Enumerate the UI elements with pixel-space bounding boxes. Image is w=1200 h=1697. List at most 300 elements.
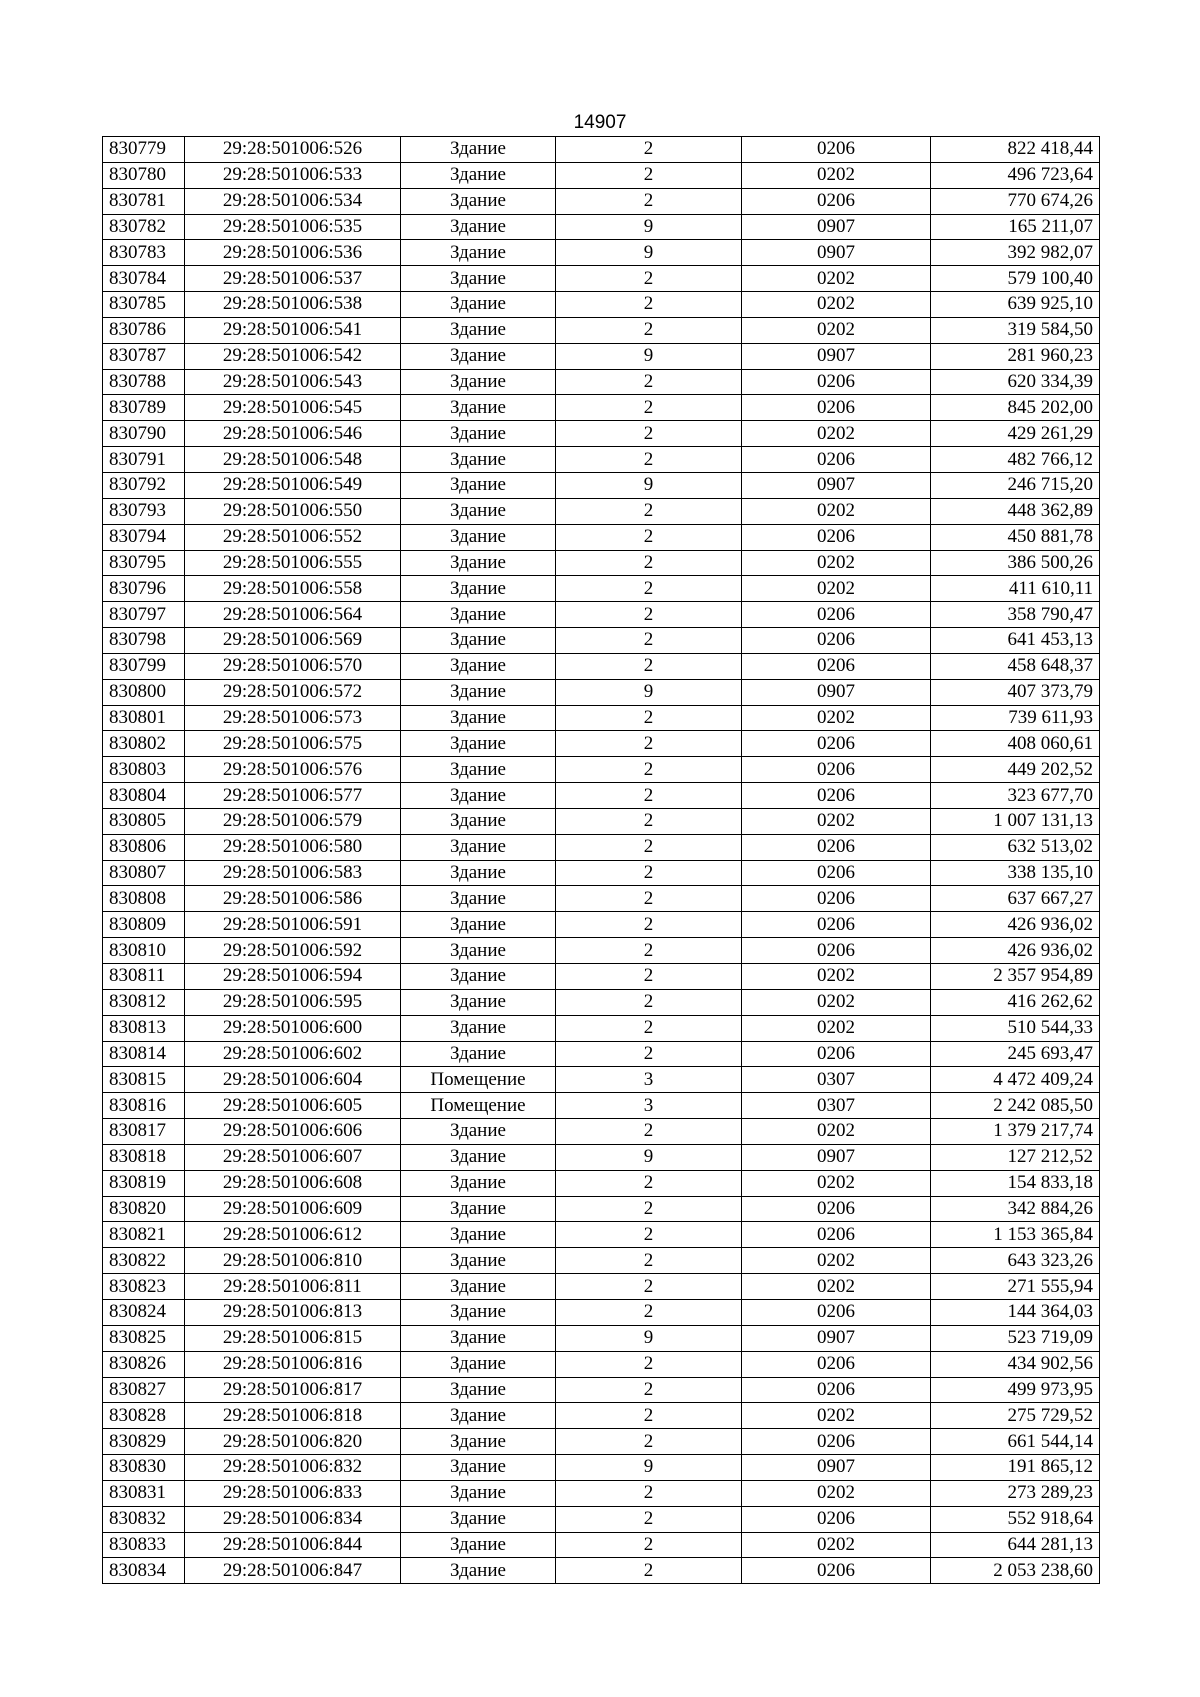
table-row xyxy=(103,1067,1100,1093)
group-cell: 2 xyxy=(556,369,742,395)
table-row xyxy=(103,1196,1100,1222)
table-row xyxy=(103,783,1100,809)
cadastral-value-cell: 2 242 085,50 xyxy=(931,1093,1100,1119)
subgroup-code-cell: 0202 xyxy=(742,266,931,292)
cadastral-value-cell: 426 936,02 xyxy=(931,938,1100,964)
group-cell: 2 xyxy=(556,1403,742,1429)
row-number-cell: 830820 xyxy=(103,1196,185,1222)
table-row xyxy=(103,1248,1100,1274)
row-number-cell: 830810 xyxy=(103,938,185,964)
table-row xyxy=(103,1480,1100,1506)
table-row xyxy=(103,1325,1100,1351)
table-row xyxy=(103,1015,1100,1041)
row-number-cell: 830803 xyxy=(103,757,185,783)
cadastral-value-cell: 552 918,64 xyxy=(931,1506,1100,1532)
table-row xyxy=(103,1403,1100,1429)
row-number-cell: 830787 xyxy=(103,343,185,369)
group-cell: 2 xyxy=(556,1377,742,1403)
object-type-cell: Здание xyxy=(401,1299,556,1325)
cadastral-number-cell: 29:28:501006:833 xyxy=(185,1480,401,1506)
group-cell: 2 xyxy=(556,266,742,292)
group-cell: 2 xyxy=(556,188,742,214)
subgroup-code-cell: 0206 xyxy=(742,137,931,163)
cadastral-number-cell: 29:28:501006:577 xyxy=(185,783,401,809)
cadastral-value-cell: 632 513,02 xyxy=(931,834,1100,860)
row-number-cell: 830832 xyxy=(103,1506,185,1532)
subgroup-code-cell: 0202 xyxy=(742,576,931,602)
row-number-cell: 830814 xyxy=(103,1041,185,1067)
subgroup-code-cell: 0206 xyxy=(742,1429,931,1455)
subgroup-code-cell: 0907 xyxy=(742,472,931,498)
table-row xyxy=(103,731,1100,757)
subgroup-code-cell: 0202 xyxy=(742,1170,931,1196)
subgroup-code-cell: 0907 xyxy=(742,1325,931,1351)
subgroup-code-cell: 0206 xyxy=(742,369,931,395)
row-number-cell: 830827 xyxy=(103,1377,185,1403)
subgroup-code-cell: 0206 xyxy=(742,1506,931,1532)
subgroup-code-cell: 0206 xyxy=(742,524,931,550)
object-type-cell: Здание xyxy=(401,808,556,834)
table-row xyxy=(103,653,1100,679)
cadastral-number-cell: 29:28:501006:537 xyxy=(185,266,401,292)
row-number-cell: 830784 xyxy=(103,266,185,292)
subgroup-code-cell: 0206 xyxy=(742,938,931,964)
cadastral-number-cell: 29:28:501006:605 xyxy=(185,1093,401,1119)
subgroup-code-cell: 0202 xyxy=(742,421,931,447)
subgroup-code-cell: 0206 xyxy=(742,653,931,679)
row-number-cell: 830813 xyxy=(103,1015,185,1041)
row-number-cell: 830829 xyxy=(103,1429,185,1455)
table-row xyxy=(103,317,1100,343)
cadastral-value-cell: 191 865,12 xyxy=(931,1455,1100,1481)
group-cell: 2 xyxy=(556,421,742,447)
row-number-cell: 830783 xyxy=(103,240,185,266)
cadastral-number-cell: 29:28:501006:606 xyxy=(185,1119,401,1145)
table-row xyxy=(103,188,1100,214)
subgroup-code-cell: 0206 xyxy=(742,1299,931,1325)
object-type-cell: Здание xyxy=(401,912,556,938)
table-row xyxy=(103,240,1100,266)
object-type-cell: Здание xyxy=(401,860,556,886)
object-type-cell: Помещение xyxy=(401,1093,556,1119)
row-number-cell: 830799 xyxy=(103,653,185,679)
object-type-cell: Здание xyxy=(401,1351,556,1377)
object-type-cell: Здание xyxy=(401,989,556,1015)
cadastral-number-cell: 29:28:501006:594 xyxy=(185,964,401,990)
row-number-cell: 830822 xyxy=(103,1248,185,1274)
object-type-cell: Помещение xyxy=(401,1067,556,1093)
cadastral-number-cell: 29:28:501006:535 xyxy=(185,214,401,240)
row-number-cell: 830794 xyxy=(103,524,185,550)
cadastral-value-cell: 641 453,13 xyxy=(931,628,1100,654)
cadastral-value-cell: 620 334,39 xyxy=(931,369,1100,395)
table-row xyxy=(103,1558,1100,1584)
cadastral-number-cell: 29:28:501006:548 xyxy=(185,447,401,473)
row-number-cell: 830786 xyxy=(103,317,185,343)
group-cell: 9 xyxy=(556,214,742,240)
table-row xyxy=(103,757,1100,783)
cadastral-number-cell: 29:28:501006:533 xyxy=(185,162,401,188)
subgroup-code-cell: 0907 xyxy=(742,240,931,266)
group-cell: 9 xyxy=(556,679,742,705)
cadastral-value-cell: 386 500,26 xyxy=(931,550,1100,576)
table-row xyxy=(103,886,1100,912)
group-cell: 2 xyxy=(556,938,742,964)
cadastral-number-cell: 29:28:501006:604 xyxy=(185,1067,401,1093)
cadastral-value-cell: 338 135,10 xyxy=(931,860,1100,886)
cadastral-number-cell: 29:28:501006:526 xyxy=(185,137,401,163)
table-row xyxy=(103,1532,1100,1558)
cadastral-value-cell: 482 766,12 xyxy=(931,447,1100,473)
object-type-cell: Здание xyxy=(401,292,556,318)
subgroup-code-cell: 0202 xyxy=(742,808,931,834)
cadastral-value-cell: 643 323,26 xyxy=(931,1248,1100,1274)
table-row xyxy=(103,214,1100,240)
group-cell: 2 xyxy=(556,1248,742,1274)
subgroup-code-cell: 0206 xyxy=(742,1377,931,1403)
cadastral-value-cell: 407 373,79 xyxy=(931,679,1100,705)
subgroup-code-cell: 0206 xyxy=(742,757,931,783)
subgroup-code-cell: 0206 xyxy=(742,912,931,938)
group-cell: 2 xyxy=(556,137,742,163)
object-type-cell: Здание xyxy=(401,1532,556,1558)
cadastral-value-cell: 523 719,09 xyxy=(931,1325,1100,1351)
cadastral-value-cell: 770 674,26 xyxy=(931,188,1100,214)
subgroup-code-cell: 0307 xyxy=(742,1067,931,1093)
table-row xyxy=(103,989,1100,1015)
group-cell: 2 xyxy=(556,317,742,343)
table-row xyxy=(103,137,1100,163)
table-row xyxy=(103,860,1100,886)
object-type-cell: Здание xyxy=(401,369,556,395)
group-cell: 2 xyxy=(556,1532,742,1558)
subgroup-code-cell: 0202 xyxy=(742,1274,931,1300)
cadastral-value-cell: 1 379 217,74 xyxy=(931,1119,1100,1145)
object-type-cell: Здание xyxy=(401,188,556,214)
row-number-cell: 830789 xyxy=(103,395,185,421)
cadastral-value-cell: 458 648,37 xyxy=(931,653,1100,679)
cadastral-value-cell: 449 202,52 xyxy=(931,757,1100,783)
cadastral-number-cell: 29:28:501006:572 xyxy=(185,679,401,705)
cadastral-number-cell: 29:28:501006:811 xyxy=(185,1274,401,1300)
cadastral-number-cell: 29:28:501006:818 xyxy=(185,1403,401,1429)
cadastral-number-cell: 29:28:501006:813 xyxy=(185,1299,401,1325)
row-number-cell: 830793 xyxy=(103,498,185,524)
cadastral-value-cell: 496 723,64 xyxy=(931,162,1100,188)
object-type-cell: Здание xyxy=(401,550,556,576)
row-number-cell: 830817 xyxy=(103,1119,185,1145)
group-cell: 2 xyxy=(556,731,742,757)
group-cell: 2 xyxy=(556,447,742,473)
table-row xyxy=(103,1351,1100,1377)
cadastral-number-cell: 29:28:501006:558 xyxy=(185,576,401,602)
table-row xyxy=(103,1455,1100,1481)
cadastral-value-cell: 429 261,29 xyxy=(931,421,1100,447)
row-number-cell: 830779 xyxy=(103,137,185,163)
object-type-cell: Здание xyxy=(401,1325,556,1351)
group-cell: 2 xyxy=(556,292,742,318)
row-number-cell: 830833 xyxy=(103,1532,185,1558)
table-row xyxy=(103,447,1100,473)
subgroup-code-cell: 0202 xyxy=(742,705,931,731)
object-type-cell: Здание xyxy=(401,1480,556,1506)
table-row xyxy=(103,369,1100,395)
table-row xyxy=(103,679,1100,705)
group-cell: 2 xyxy=(556,783,742,809)
cadastral-number-cell: 29:28:501006:542 xyxy=(185,343,401,369)
group-cell: 2 xyxy=(556,524,742,550)
subgroup-code-cell: 0202 xyxy=(742,964,931,990)
row-number-cell: 830831 xyxy=(103,1480,185,1506)
page-number: 14907 xyxy=(573,112,627,133)
table-row xyxy=(103,1144,1100,1170)
cadastral-number-cell: 29:28:501006:579 xyxy=(185,808,401,834)
object-type-cell: Здание xyxy=(401,266,556,292)
cadastral-number-cell: 29:28:501006:580 xyxy=(185,834,401,860)
group-cell: 2 xyxy=(556,1351,742,1377)
cadastral-number-cell: 29:28:501006:847 xyxy=(185,1558,401,1584)
cadastral-number-cell: 29:28:501006:545 xyxy=(185,395,401,421)
group-cell: 2 xyxy=(556,834,742,860)
cadastral-value-cell: 273 289,23 xyxy=(931,1480,1100,1506)
row-number-cell: 830809 xyxy=(103,912,185,938)
row-number-cell: 830830 xyxy=(103,1455,185,1481)
group-cell: 2 xyxy=(556,1196,742,1222)
cadastral-number-cell: 29:28:501006:834 xyxy=(185,1506,401,1532)
subgroup-code-cell: 0202 xyxy=(742,498,931,524)
subgroup-code-cell: 0206 xyxy=(742,860,931,886)
object-type-cell: Здание xyxy=(401,1041,556,1067)
row-number-cell: 830806 xyxy=(103,834,185,860)
table-row xyxy=(103,964,1100,990)
row-number-cell: 830834 xyxy=(103,1558,185,1584)
group-cell: 3 xyxy=(556,1093,742,1119)
subgroup-code-cell: 0202 xyxy=(742,162,931,188)
table-row xyxy=(103,834,1100,860)
object-type-cell: Здание xyxy=(401,498,556,524)
table-row xyxy=(103,1506,1100,1532)
object-type-cell: Здание xyxy=(401,628,556,654)
cadastral-value-cell: 1 007 131,13 xyxy=(931,808,1100,834)
cadastral-number-cell: 29:28:501006:538 xyxy=(185,292,401,318)
table-row xyxy=(103,395,1100,421)
group-cell: 2 xyxy=(556,757,742,783)
object-type-cell: Здание xyxy=(401,1248,556,1274)
object-type-cell: Здание xyxy=(401,653,556,679)
object-type-cell: Здание xyxy=(401,1429,556,1455)
cadastral-number-cell: 29:28:501006:817 xyxy=(185,1377,401,1403)
cadastral-number-cell: 29:28:501006:607 xyxy=(185,1144,401,1170)
row-number-cell: 830821 xyxy=(103,1222,185,1248)
object-type-cell: Здание xyxy=(401,472,556,498)
subgroup-code-cell: 0202 xyxy=(742,1248,931,1274)
group-cell: 2 xyxy=(556,1170,742,1196)
row-number-cell: 830812 xyxy=(103,989,185,1015)
row-number-cell: 830807 xyxy=(103,860,185,886)
cadastral-number-cell: 29:28:501006:555 xyxy=(185,550,401,576)
group-cell: 2 xyxy=(556,550,742,576)
table-body xyxy=(103,137,1100,1584)
table-row xyxy=(103,498,1100,524)
table-row xyxy=(103,1170,1100,1196)
object-type-cell: Здание xyxy=(401,343,556,369)
cadastral-value-cell: 426 936,02 xyxy=(931,912,1100,938)
cadastral-value-cell: 661 544,14 xyxy=(931,1429,1100,1455)
table-row xyxy=(103,1041,1100,1067)
object-type-cell: Здание xyxy=(401,1222,556,1248)
cadastral-number-cell: 29:28:501006:586 xyxy=(185,886,401,912)
row-number-cell: 830816 xyxy=(103,1093,185,1119)
table-row xyxy=(103,912,1100,938)
object-type-cell: Здание xyxy=(401,214,556,240)
row-number-cell: 830781 xyxy=(103,188,185,214)
object-type-cell: Здание xyxy=(401,1196,556,1222)
subgroup-code-cell: 0206 xyxy=(742,628,931,654)
cadastral-number-cell: 29:28:501006:595 xyxy=(185,989,401,1015)
group-cell: 2 xyxy=(556,1429,742,1455)
group-cell: 2 xyxy=(556,1558,742,1584)
object-type-cell: Здание xyxy=(401,886,556,912)
object-type-cell: Здание xyxy=(401,731,556,757)
group-cell: 2 xyxy=(556,912,742,938)
cadastral-value-cell: 392 982,07 xyxy=(931,240,1100,266)
table-row xyxy=(103,162,1100,188)
row-number-cell: 830791 xyxy=(103,447,185,473)
group-cell: 2 xyxy=(556,576,742,602)
row-number-cell: 830780 xyxy=(103,162,185,188)
subgroup-code-cell: 0206 xyxy=(742,1351,931,1377)
row-number-cell: 830808 xyxy=(103,886,185,912)
row-number-cell: 830797 xyxy=(103,602,185,628)
group-cell: 2 xyxy=(556,498,742,524)
object-type-cell: Здание xyxy=(401,1403,556,1429)
group-cell: 2 xyxy=(556,653,742,679)
cadastral-number-cell: 29:28:501006:552 xyxy=(185,524,401,550)
cadastral-value-cell: 245 693,47 xyxy=(931,1041,1100,1067)
cadastral-value-cell: 2 053 238,60 xyxy=(931,1558,1100,1584)
cadastral-value-cell: 323 677,70 xyxy=(931,783,1100,809)
subgroup-code-cell: 0307 xyxy=(742,1093,931,1119)
cadastral-number-cell: 29:28:501006:609 xyxy=(185,1196,401,1222)
subgroup-code-cell: 0206 xyxy=(742,886,931,912)
group-cell: 2 xyxy=(556,860,742,886)
cadastral-number-cell: 29:28:501006:810 xyxy=(185,1248,401,1274)
table-row xyxy=(103,1377,1100,1403)
cadastral-number-cell: 29:28:501006:608 xyxy=(185,1170,401,1196)
group-cell: 3 xyxy=(556,1067,742,1093)
cadastral-number-cell: 29:28:501006:534 xyxy=(185,188,401,214)
row-number-cell: 830790 xyxy=(103,421,185,447)
group-cell: 9 xyxy=(556,1325,742,1351)
table-row xyxy=(103,602,1100,628)
group-cell: 2 xyxy=(556,1506,742,1532)
object-type-cell: Здание xyxy=(401,576,556,602)
subgroup-code-cell: 0202 xyxy=(742,1015,931,1041)
subgroup-code-cell: 0206 xyxy=(742,1222,931,1248)
cadastral-number-cell: 29:28:501006:576 xyxy=(185,757,401,783)
cadastral-value-cell: 845 202,00 xyxy=(931,395,1100,421)
table-row xyxy=(103,1429,1100,1455)
row-number-cell: 830826 xyxy=(103,1351,185,1377)
group-cell: 2 xyxy=(556,628,742,654)
cadastral-value-cell: 144 364,03 xyxy=(931,1299,1100,1325)
table-row xyxy=(103,1274,1100,1300)
group-cell: 2 xyxy=(556,1274,742,1300)
cadastral-value-cell: 416 262,62 xyxy=(931,989,1100,1015)
group-cell: 2 xyxy=(556,1480,742,1506)
row-number-cell: 830818 xyxy=(103,1144,185,1170)
group-cell: 2 xyxy=(556,1299,742,1325)
cadastral-number-cell: 29:28:501006:832 xyxy=(185,1455,401,1481)
cadastral-number-cell: 29:28:501006:602 xyxy=(185,1041,401,1067)
cadastral-number-cell: 29:28:501006:541 xyxy=(185,317,401,343)
row-number-cell: 830795 xyxy=(103,550,185,576)
cadastral-value-cell: 127 212,52 xyxy=(931,1144,1100,1170)
cadastral-number-cell: 29:28:501006:816 xyxy=(185,1351,401,1377)
cadastral-value-cell: 448 362,89 xyxy=(931,498,1100,524)
group-cell: 2 xyxy=(556,395,742,421)
row-number-cell: 830796 xyxy=(103,576,185,602)
subgroup-code-cell: 0202 xyxy=(742,1403,931,1429)
table-row xyxy=(103,1119,1100,1145)
group-cell: 2 xyxy=(556,1041,742,1067)
group-cell: 2 xyxy=(556,989,742,1015)
table-row xyxy=(103,1222,1100,1248)
object-type-cell: Здание xyxy=(401,137,556,163)
table-row xyxy=(103,938,1100,964)
subgroup-code-cell: 0907 xyxy=(742,343,931,369)
group-cell: 2 xyxy=(556,162,742,188)
table-row xyxy=(103,421,1100,447)
table-row xyxy=(103,705,1100,731)
row-number-cell: 830823 xyxy=(103,1274,185,1300)
table-row xyxy=(103,524,1100,550)
cadastral-value-cell: 408 060,61 xyxy=(931,731,1100,757)
object-type-cell: Здание xyxy=(401,1170,556,1196)
cadastral-value-cell: 434 902,56 xyxy=(931,1351,1100,1377)
group-cell: 2 xyxy=(556,1222,742,1248)
subgroup-code-cell: 0206 xyxy=(742,395,931,421)
cadastral-value-table xyxy=(102,136,1100,1584)
group-cell: 9 xyxy=(556,472,742,498)
subgroup-code-cell: 0206 xyxy=(742,602,931,628)
group-cell: 9 xyxy=(556,343,742,369)
subgroup-code-cell: 0907 xyxy=(742,1455,931,1481)
subgroup-code-cell: 0206 xyxy=(742,1041,931,1067)
cadastral-number-cell: 29:28:501006:612 xyxy=(185,1222,401,1248)
object-type-cell: Здание xyxy=(401,1015,556,1041)
subgroup-code-cell: 0206 xyxy=(742,1558,931,1584)
group-cell: 9 xyxy=(556,1455,742,1481)
table-row xyxy=(103,472,1100,498)
object-type-cell: Здание xyxy=(401,395,556,421)
subgroup-code-cell: 0206 xyxy=(742,1196,931,1222)
cadastral-number-cell: 29:28:501006:575 xyxy=(185,731,401,757)
cadastral-value-cell: 342 884,26 xyxy=(931,1196,1100,1222)
object-type-cell: Здание xyxy=(401,1455,556,1481)
object-type-cell: Здание xyxy=(401,1377,556,1403)
cadastral-value-cell: 822 418,44 xyxy=(931,137,1100,163)
object-type-cell: Здание xyxy=(401,421,556,447)
cadastral-number-cell: 29:28:501006:583 xyxy=(185,860,401,886)
table-row xyxy=(103,1093,1100,1119)
cadastral-number-cell: 29:28:501006:543 xyxy=(185,369,401,395)
object-type-cell: Здание xyxy=(401,705,556,731)
subgroup-code-cell: 0907 xyxy=(742,679,931,705)
cadastral-number-cell: 29:28:501006:844 xyxy=(185,1532,401,1558)
cadastral-number-cell: 29:28:501006:815 xyxy=(185,1325,401,1351)
subgroup-code-cell: 0202 xyxy=(742,1480,931,1506)
